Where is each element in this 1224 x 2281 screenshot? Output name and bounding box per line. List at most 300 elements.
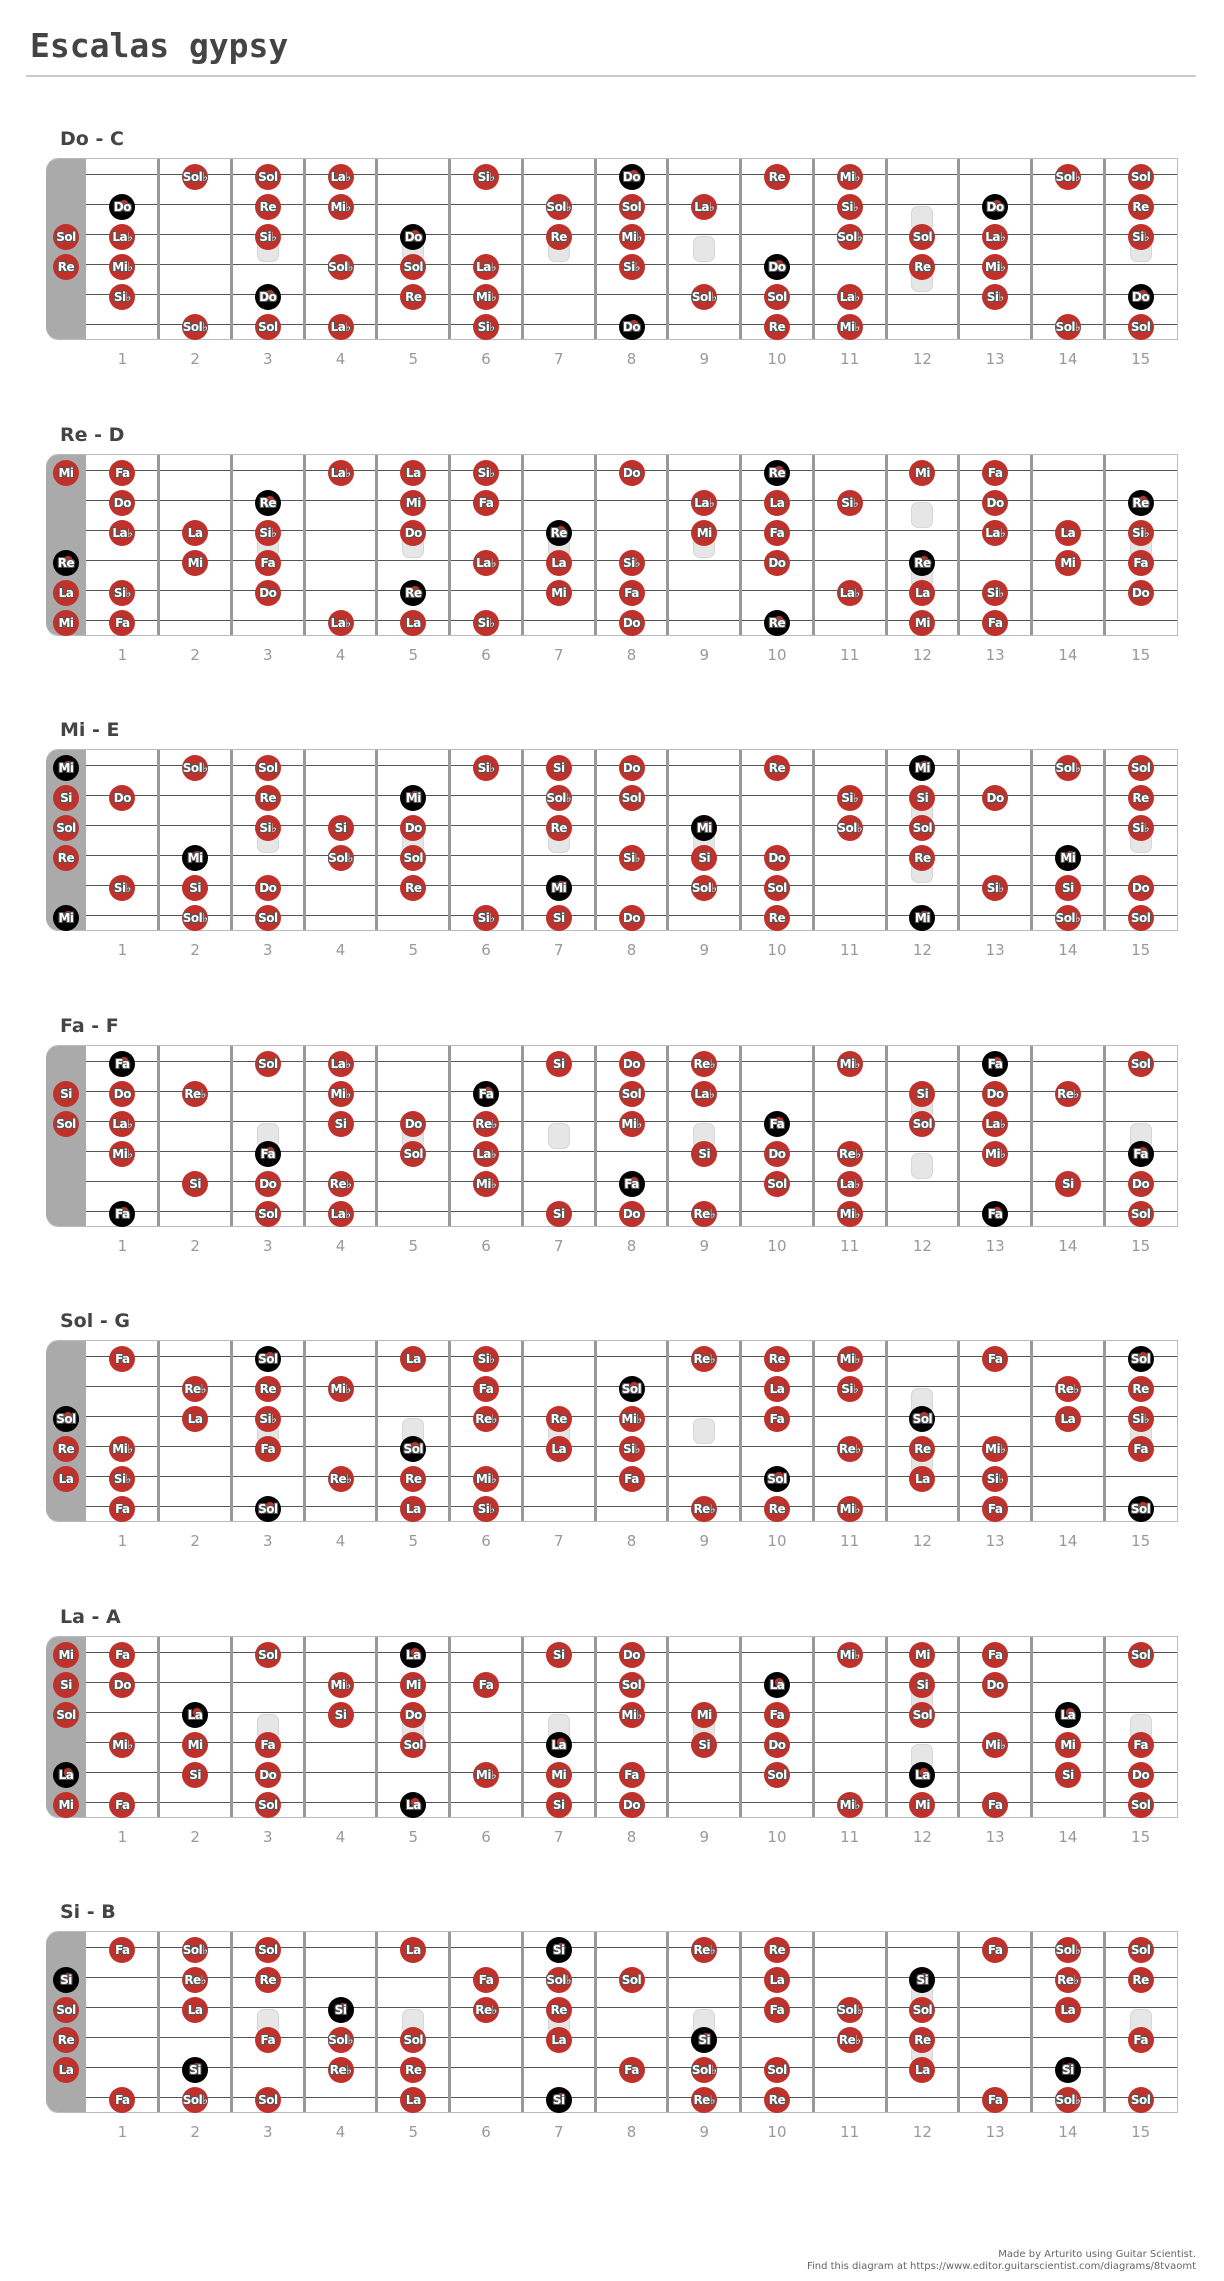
note-marker bbox=[691, 194, 717, 220]
note-label: Si♭ bbox=[477, 320, 495, 334]
note-marker bbox=[619, 580, 645, 606]
note-marker bbox=[473, 1141, 499, 1167]
note-label: Sol bbox=[258, 761, 278, 775]
note-marker bbox=[255, 1642, 281, 1668]
note-marker bbox=[691, 1937, 717, 1963]
note-marker bbox=[619, 755, 645, 781]
root-note-marker bbox=[109, 1201, 135, 1227]
fret-number: 3 bbox=[263, 1532, 273, 1550]
note-label: Sol bbox=[767, 1767, 787, 1782]
note-label: Sol bbox=[403, 1442, 424, 1456]
note-label: La♭ bbox=[112, 230, 133, 244]
fret-wire bbox=[375, 1932, 378, 2112]
root-note-marker bbox=[982, 1201, 1008, 1227]
note-label: Re bbox=[914, 555, 931, 570]
note-label: Do bbox=[404, 1707, 422, 1722]
fret-number: 13 bbox=[985, 1827, 1005, 1846]
note-label: Re bbox=[405, 2063, 422, 2077]
note-marker bbox=[182, 164, 208, 190]
note-marker bbox=[1128, 314, 1154, 340]
note-marker bbox=[255, 194, 281, 220]
fret-number: 5 bbox=[408, 350, 419, 368]
fret-number: 8 bbox=[626, 1532, 637, 1550]
note-label: Sol bbox=[912, 1707, 933, 1722]
note-label: La bbox=[405, 1943, 421, 1957]
fret-wire bbox=[739, 750, 742, 930]
fret-number: 7 bbox=[553, 2123, 564, 2141]
note-label: Do bbox=[622, 1797, 641, 1812]
root-note-marker bbox=[1128, 490, 1154, 516]
note-label: Do bbox=[113, 200, 131, 214]
note-label: La bbox=[405, 1352, 421, 1366]
note-marker bbox=[619, 1967, 645, 1993]
scale-diagram bbox=[0, 424, 1224, 720]
fret-wire bbox=[666, 1637, 669, 1817]
note-label: Sol bbox=[1130, 2093, 1151, 2107]
note-marker bbox=[400, 1141, 426, 1167]
footer-link: Find this diagram at https://www.editor.guitarscientist.com/diagrams/8tvaomt bbox=[806, 2261, 1196, 2272]
fret-wire bbox=[157, 1637, 160, 1817]
note-marker bbox=[764, 2087, 790, 2113]
note-marker bbox=[400, 2027, 426, 2053]
root-note-marker bbox=[546, 875, 572, 901]
note-label: Re bbox=[259, 200, 277, 214]
note-marker bbox=[255, 1051, 281, 1077]
fret-number: 11 bbox=[840, 1236, 860, 1255]
note-label: Sol bbox=[912, 2003, 933, 2017]
note-marker bbox=[400, 1496, 426, 1522]
note-marker bbox=[982, 875, 1008, 901]
note-label: La bbox=[915, 585, 930, 600]
note-marker bbox=[255, 580, 281, 606]
fret-number: 14 bbox=[1058, 645, 1078, 664]
note-label: Si bbox=[1062, 881, 1074, 895]
root-note-marker bbox=[182, 1702, 208, 1728]
note-marker bbox=[53, 2057, 79, 2083]
fret-number: 14 bbox=[1058, 2123, 1078, 2141]
note-marker bbox=[1055, 1171, 1081, 1197]
fret-number: 10 bbox=[767, 1236, 787, 1255]
fretboard bbox=[46, 749, 1178, 931]
note-marker bbox=[182, 314, 208, 340]
note-label: Sol bbox=[1130, 320, 1151, 334]
note-marker bbox=[982, 1792, 1008, 1818]
fret-wire bbox=[885, 1932, 888, 2112]
fret-wire bbox=[1103, 1637, 1106, 1817]
scale-diagram bbox=[0, 1310, 1224, 1606]
fret-number: 15 bbox=[1131, 645, 1151, 664]
note-label: La♭ bbox=[476, 555, 496, 570]
fret-wire bbox=[448, 1637, 451, 1817]
note-label: Sol bbox=[621, 1086, 642, 1101]
note-marker bbox=[255, 815, 281, 841]
note-marker bbox=[909, 1081, 935, 1107]
fret-number: 4 bbox=[335, 1532, 346, 1550]
note-marker bbox=[837, 1201, 863, 1227]
note-marker bbox=[619, 785, 645, 811]
note-marker bbox=[982, 1141, 1008, 1167]
note-label: La bbox=[405, 2093, 421, 2107]
note-label: Si♭ bbox=[986, 881, 1004, 895]
note-marker bbox=[1128, 1792, 1154, 1818]
fret-number: 4 bbox=[335, 1236, 346, 1255]
note-marker bbox=[328, 2057, 354, 2083]
note-marker bbox=[1128, 2087, 1154, 2113]
root-note-marker bbox=[764, 1466, 790, 1492]
fret-wire bbox=[594, 750, 597, 930]
note-marker bbox=[473, 905, 499, 931]
note-label: Re bbox=[768, 615, 786, 630]
guitar-string bbox=[86, 530, 1177, 531]
fret-wire bbox=[1030, 1932, 1033, 2112]
fret-wire bbox=[739, 1637, 742, 1817]
note-marker bbox=[691, 1702, 717, 1728]
note-label: Sol♭ bbox=[1055, 761, 1081, 775]
note-label: Do bbox=[986, 200, 1004, 214]
fret-wire bbox=[812, 455, 815, 635]
note-marker bbox=[1128, 1376, 1154, 1402]
note-label: Mi♭ bbox=[330, 1382, 351, 1396]
note-label: Do bbox=[768, 1737, 786, 1752]
note-label: Do bbox=[1132, 1767, 1150, 1782]
note-label: Mi bbox=[187, 1737, 203, 1752]
note-label: Sol bbox=[767, 881, 787, 895]
note-marker bbox=[546, 1436, 572, 1462]
note-marker bbox=[400, 284, 426, 310]
note-marker bbox=[982, 520, 1008, 546]
diagram-title: Mi - E bbox=[60, 719, 120, 741]
note-marker bbox=[1055, 2087, 1081, 2113]
note-marker bbox=[182, 875, 208, 901]
note-label: Fa bbox=[987, 1502, 1003, 1516]
fret-number: 4 bbox=[335, 645, 346, 664]
note-marker bbox=[909, 1466, 935, 1492]
note-label: La bbox=[405, 1797, 421, 1812]
note-marker bbox=[1055, 550, 1081, 576]
note-label: Si♭ bbox=[477, 170, 495, 184]
note-marker bbox=[182, 755, 208, 781]
note-marker bbox=[53, 1466, 79, 1492]
note-label: Si bbox=[60, 1677, 72, 1692]
note-marker bbox=[619, 845, 645, 871]
note-label: Sol♭ bbox=[691, 290, 717, 304]
note-marker bbox=[109, 1496, 135, 1522]
note-label: Mi bbox=[1060, 851, 1076, 865]
note-marker bbox=[909, 610, 935, 636]
note-marker bbox=[982, 1937, 1008, 1963]
note-marker bbox=[546, 550, 572, 576]
note-marker bbox=[109, 1436, 135, 1462]
note-label: Re bbox=[405, 290, 422, 304]
note-label: Si bbox=[189, 1176, 201, 1191]
note-marker bbox=[328, 1171, 354, 1197]
note-marker bbox=[619, 1081, 645, 1107]
note-marker bbox=[255, 1406, 281, 1432]
note-marker bbox=[909, 1672, 935, 1698]
note-marker bbox=[691, 1346, 717, 1372]
root-note-marker bbox=[255, 284, 281, 310]
root-note-marker bbox=[400, 1436, 426, 1462]
note-marker bbox=[1128, 520, 1154, 546]
fret-number: 6 bbox=[481, 1532, 491, 1550]
note-label: Mi♭ bbox=[621, 1412, 642, 1426]
scale-diagram bbox=[0, 1606, 1224, 1902]
note-marker bbox=[546, 785, 572, 811]
note-marker bbox=[1128, 1762, 1154, 1788]
note-marker bbox=[328, 254, 354, 280]
fret-wire bbox=[375, 1637, 378, 1817]
note-label: Sol♭ bbox=[837, 230, 863, 244]
fret-number: 6 bbox=[481, 645, 491, 664]
fret-number: 15 bbox=[1131, 1236, 1151, 1255]
note-label: Do bbox=[622, 1056, 641, 1071]
title-divider bbox=[26, 75, 1196, 77]
note-marker bbox=[109, 1081, 135, 1107]
note-marker bbox=[1128, 755, 1154, 781]
note-label: Fa bbox=[115, 1206, 130, 1221]
note-label: Sol bbox=[403, 1737, 424, 1752]
note-label: Re♭ bbox=[475, 1116, 497, 1131]
note-marker bbox=[182, 520, 208, 546]
fret-wire bbox=[1103, 455, 1106, 635]
root-note-marker bbox=[619, 314, 645, 340]
fret-number: 12 bbox=[912, 1827, 932, 1846]
note-label: Sol bbox=[258, 170, 278, 184]
note-label: Do bbox=[259, 1767, 277, 1782]
fret-number: 6 bbox=[481, 1827, 491, 1846]
fret-number: 10 bbox=[767, 350, 787, 368]
note-label: Si♭ bbox=[841, 1382, 859, 1396]
note-label: Re bbox=[1132, 200, 1149, 214]
guitar-string bbox=[86, 2037, 1177, 2038]
note-label: Fa bbox=[260, 555, 276, 570]
guitar-string bbox=[86, 294, 1177, 295]
note-marker bbox=[1055, 905, 1081, 931]
note-marker bbox=[473, 1406, 499, 1432]
note-label: Do bbox=[986, 495, 1004, 510]
note-label: Do bbox=[404, 1116, 422, 1131]
note-marker bbox=[255, 1937, 281, 1963]
guitar-string bbox=[86, 2007, 1177, 2008]
note-label: Do bbox=[1132, 290, 1150, 304]
note-label: Re bbox=[259, 1973, 277, 1987]
note-label: Mi♭ bbox=[839, 1056, 860, 1071]
note-label: Mi♭ bbox=[839, 1352, 860, 1366]
fret-number: 14 bbox=[1058, 941, 1078, 959]
fret-number: 7 bbox=[553, 1236, 564, 1255]
fret-wire bbox=[666, 750, 669, 930]
note-label: Mi bbox=[696, 1707, 712, 1722]
note-label: Fa bbox=[115, 1647, 130, 1662]
fret-number: 11 bbox=[840, 941, 860, 959]
note-label: Do bbox=[768, 555, 786, 570]
fret-wire bbox=[303, 455, 306, 635]
note-marker bbox=[691, 284, 717, 310]
fret-wire bbox=[739, 1341, 742, 1521]
note-label: La♭ bbox=[985, 525, 1006, 540]
note-label: Si♭ bbox=[1132, 1412, 1150, 1426]
guitar-string bbox=[86, 825, 1177, 826]
note-label: Si♭ bbox=[986, 290, 1004, 304]
note-marker bbox=[255, 1201, 281, 1227]
note-marker bbox=[546, 224, 572, 250]
note-label: Re bbox=[57, 1442, 75, 1456]
fret-wire bbox=[885, 1637, 888, 1817]
fret-wire bbox=[957, 159, 960, 339]
note-label: Mi bbox=[551, 881, 567, 895]
note-marker bbox=[255, 905, 281, 931]
note-label: La bbox=[58, 1472, 74, 1486]
note-label: La bbox=[769, 1677, 785, 1692]
note-label: Re♭ bbox=[329, 1176, 352, 1191]
note-marker bbox=[255, 755, 281, 781]
root-note-marker bbox=[764, 1111, 790, 1137]
fret-number: 7 bbox=[553, 1827, 564, 1846]
note-marker bbox=[619, 194, 645, 220]
note-marker bbox=[1055, 164, 1081, 190]
note-label: Si bbox=[552, 2093, 565, 2107]
note-label: Fa bbox=[1133, 1146, 1148, 1161]
fret-wire bbox=[303, 159, 306, 339]
note-marker bbox=[53, 2027, 79, 2053]
note-label: Do bbox=[622, 761, 641, 775]
note-label: La bbox=[405, 465, 421, 480]
note-marker bbox=[400, 1702, 426, 1728]
note-label: Re bbox=[57, 555, 75, 570]
note-label: La♭ bbox=[476, 260, 496, 274]
note-marker bbox=[255, 1762, 281, 1788]
note-marker bbox=[764, 284, 790, 310]
fret-wire bbox=[303, 1341, 306, 1521]
note-marker bbox=[109, 1111, 135, 1137]
fret-wire bbox=[157, 1932, 160, 2112]
root-note-marker bbox=[909, 1762, 935, 1788]
note-marker bbox=[473, 1171, 499, 1197]
note-marker bbox=[691, 1141, 717, 1167]
note-marker bbox=[255, 785, 281, 811]
note-label: Si♭ bbox=[477, 1352, 495, 1366]
note-marker bbox=[473, 1672, 499, 1698]
note-label: La bbox=[769, 1973, 785, 1987]
fret-wire bbox=[666, 455, 669, 635]
fret-inlay-marker bbox=[693, 236, 715, 262]
page-title: Escalas gypsy bbox=[30, 26, 289, 65]
note-marker bbox=[400, 1466, 426, 1492]
note-marker bbox=[837, 580, 863, 606]
note-marker bbox=[328, 1466, 354, 1492]
root-note-marker bbox=[619, 1376, 645, 1402]
root-note-marker bbox=[909, 905, 935, 931]
fret-wire bbox=[375, 1046, 378, 1226]
fretboard bbox=[46, 454, 1178, 636]
note-label: Si bbox=[334, 1707, 347, 1722]
note-label: Si♭ bbox=[477, 911, 495, 925]
note-marker bbox=[473, 1111, 499, 1137]
note-marker bbox=[691, 2057, 717, 2083]
root-note-marker bbox=[255, 1141, 281, 1167]
note-label: Re♭ bbox=[1057, 1973, 1079, 1987]
note-label: Si♭ bbox=[113, 585, 131, 600]
note-marker bbox=[182, 905, 208, 931]
fret-number: 8 bbox=[626, 350, 637, 368]
note-label: Sol bbox=[56, 2003, 76, 2017]
fret-number: 10 bbox=[767, 1827, 787, 1846]
note-marker bbox=[837, 815, 863, 841]
fret-wire bbox=[230, 159, 233, 339]
note-marker bbox=[1055, 1997, 1081, 2023]
note-label: La bbox=[1060, 2003, 1076, 2017]
note-marker bbox=[1128, 164, 1154, 190]
note-marker bbox=[1128, 905, 1154, 931]
note-marker bbox=[400, 610, 426, 636]
fret-wire bbox=[521, 159, 524, 339]
note-label: Si♭ bbox=[259, 1412, 277, 1426]
note-marker bbox=[619, 1702, 645, 1728]
note-label: Mi♭ bbox=[475, 1472, 497, 1486]
note-marker bbox=[982, 460, 1008, 486]
note-marker bbox=[182, 1732, 208, 1758]
fret-number: 1 bbox=[117, 1827, 128, 1846]
note-marker bbox=[328, 610, 354, 636]
note-label: Sol bbox=[912, 1412, 933, 1426]
root-note-marker bbox=[764, 1672, 790, 1698]
note-marker bbox=[328, 1376, 354, 1402]
note-marker bbox=[546, 580, 572, 606]
note-label: Si bbox=[189, 2063, 201, 2077]
note-label: Mi bbox=[551, 585, 567, 600]
note-label: Sol bbox=[56, 1412, 76, 1426]
note-marker bbox=[546, 815, 572, 841]
fret-number: 11 bbox=[840, 1827, 860, 1846]
note-marker bbox=[1128, 1642, 1154, 1668]
fret-number: 8 bbox=[626, 1827, 637, 1846]
note-label: Sol bbox=[258, 911, 278, 925]
fret-wire bbox=[666, 1932, 669, 2112]
note-label: Sol bbox=[56, 230, 76, 244]
note-label: Re bbox=[914, 1442, 931, 1456]
note-marker bbox=[1128, 1732, 1154, 1758]
note-label: Si♭ bbox=[113, 290, 131, 304]
scale-diagram bbox=[0, 1015, 1224, 1311]
note-label: Si bbox=[552, 1647, 565, 1662]
note-marker bbox=[255, 2027, 281, 2053]
note-label: Mi♭ bbox=[112, 1737, 133, 1752]
note-label: Mi bbox=[187, 851, 203, 865]
fret-wire bbox=[448, 1341, 451, 1521]
note-label: Sol♭ bbox=[691, 2063, 717, 2077]
note-label: Si bbox=[552, 1206, 565, 1221]
note-label: Sol bbox=[1130, 170, 1151, 184]
note-marker bbox=[255, 1436, 281, 1462]
note-label: Si♭ bbox=[477, 1502, 495, 1516]
note-label: Mi bbox=[914, 1647, 930, 1662]
fret-number: 5 bbox=[408, 1827, 419, 1846]
note-marker bbox=[546, 1762, 572, 1788]
note-label: Re♭ bbox=[184, 1086, 206, 1101]
note-label: Mi bbox=[58, 761, 74, 775]
note-marker bbox=[109, 610, 135, 636]
fret-number: 5 bbox=[408, 1236, 419, 1255]
fret-wire bbox=[375, 750, 378, 930]
note-label: Re bbox=[768, 761, 786, 775]
note-label: Sol bbox=[912, 1116, 933, 1131]
note-label: Si bbox=[189, 1767, 201, 1782]
fret-number: 6 bbox=[481, 941, 491, 959]
note-marker bbox=[1128, 1436, 1154, 1462]
fret-number: 7 bbox=[553, 350, 564, 368]
fret-wire bbox=[230, 750, 233, 930]
note-label: Do bbox=[622, 170, 641, 184]
